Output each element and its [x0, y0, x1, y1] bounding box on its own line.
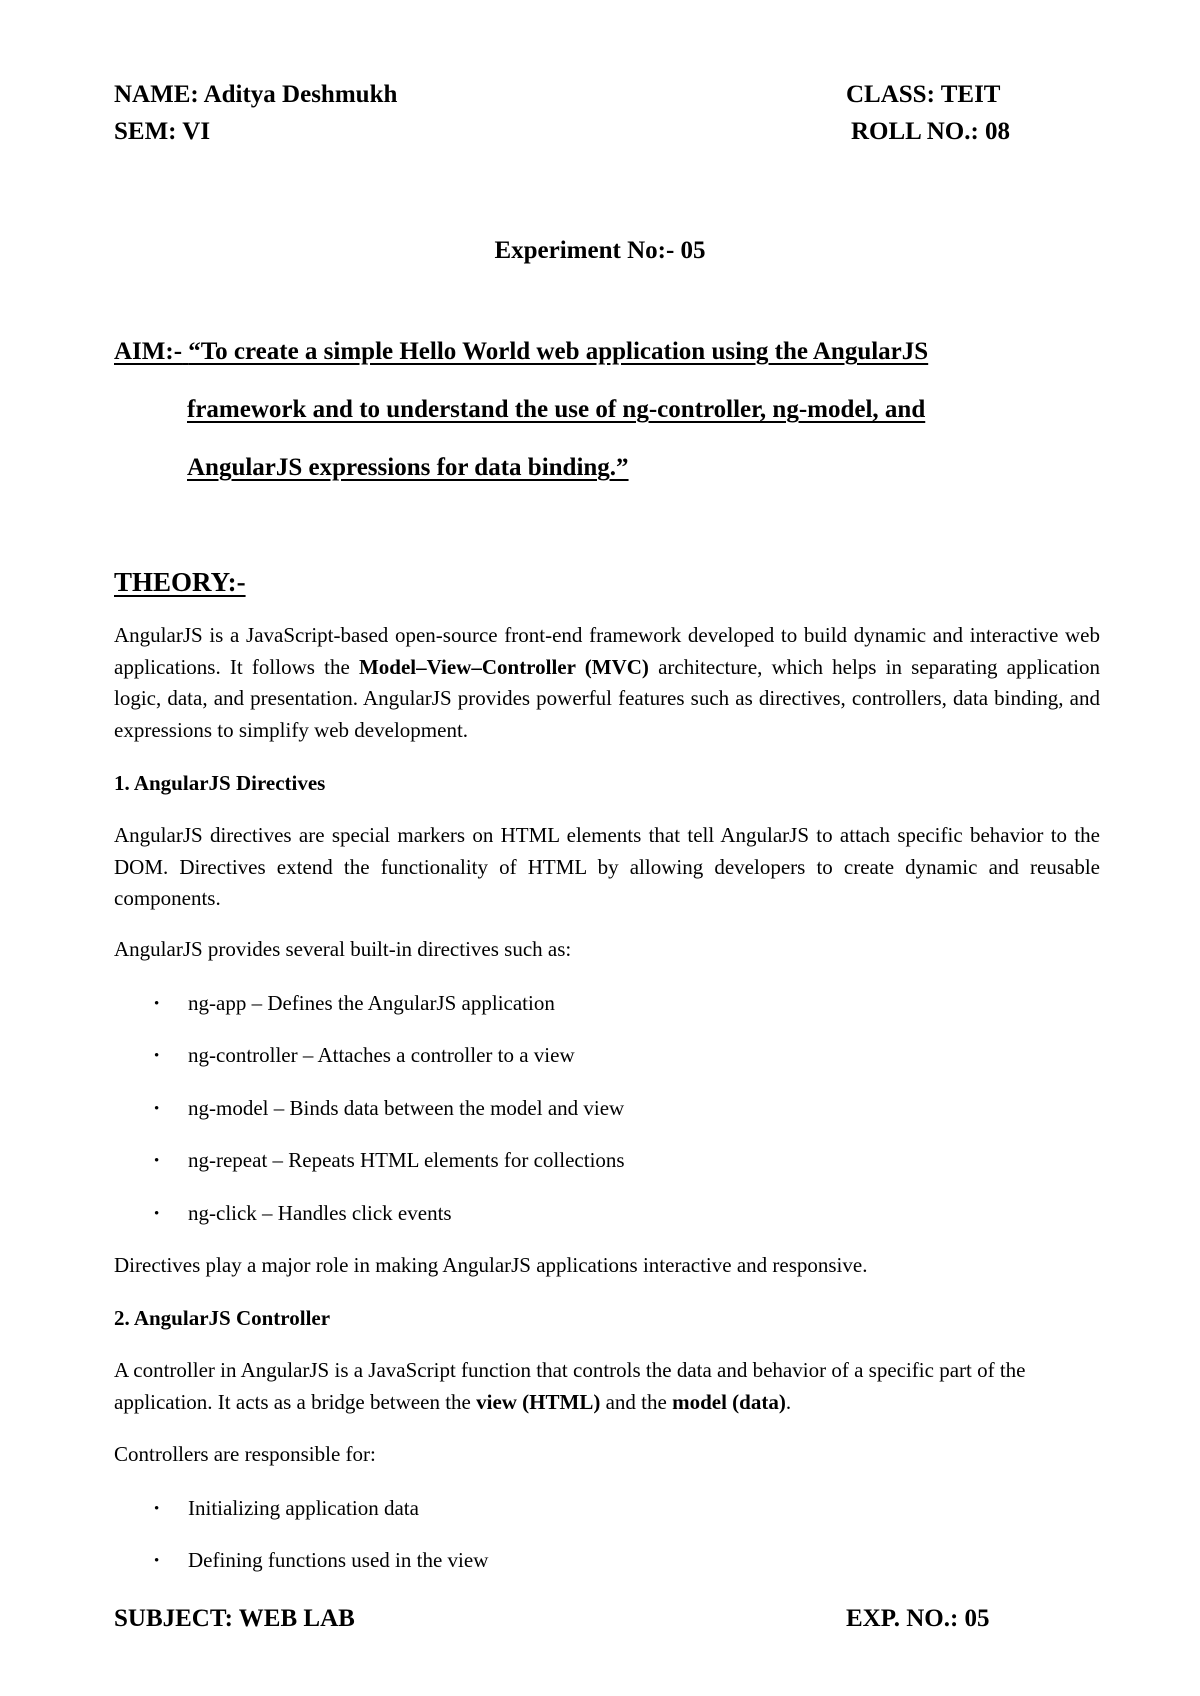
experiment-title: Experiment No:- 05: [494, 237, 706, 264]
aim-label: AIM:-: [114, 338, 183, 365]
bullet-icon: •: [154, 1553, 160, 1569]
roll-number: ROLL NO.: 08: [851, 118, 1011, 145]
list-item-text: ng-repeat – Repeats HTML elements for collections: [188, 1148, 625, 1172]
list-item: [154, 1199, 452, 1228]
list-item-text: Initializing application data: [188, 1496, 419, 1520]
mvc-term: Model–View–Controller (MVC): [358, 654, 649, 679]
aim-text-line-1: “To create a simple Hello World web application using the AngularJS: [188, 338, 929, 365]
theory-intro-paragraph: [114, 620, 1100, 746]
theory-heading: THEORY:-: [114, 567, 246, 597]
student-name: NAME: Aditya Deshmukh: [114, 81, 398, 108]
bullet-icon: •: [154, 1501, 160, 1517]
bullet-icon: •: [154, 1048, 160, 1064]
list-item: [154, 1146, 625, 1175]
aim-text-line-2: framework and to understand the use of ng-controller, ng-model, and: [187, 396, 926, 423]
controller-paragraph-2: Controllers are responsible for:: [114, 1442, 376, 1466]
list-item-text: ng-model – Binds data between the model and view: [188, 1096, 625, 1120]
list-item: [154, 1094, 624, 1123]
directives-paragraph-1: AngularJS directives are special markers on HTML elements that tell AngularJS to attach specific behavior to the DOM. Directives extend the functionality of HTML by allowing developers to create dynamic and reusable components.: [114, 823, 1100, 910]
bullet-icon: •: [154, 1101, 160, 1117]
list-item: [154, 1494, 419, 1523]
aim-text-line-3: AngularJS expressions for data binding.”: [187, 454, 629, 481]
footer-subject: SUBJECT: WEB LAB: [114, 1605, 355, 1632]
intro-text-end: architecture, which helps in separating application logic, data, and presentation. AngularJS provides powerful features such as directives, controllers, data binding, and expressions to simplify web development.: [114, 654, 1100, 742]
list-item: [154, 989, 555, 1018]
list-item: [154, 1041, 575, 1070]
controller-text-end: .: [785, 1389, 792, 1414]
view-term: view (HTML): [476, 1389, 601, 1414]
bullet-icon: •: [154, 1153, 160, 1169]
section-controller-heading: 2. AngularJS Controller: [114, 1306, 331, 1330]
model-term: model (data): [672, 1389, 786, 1414]
class-label: CLASS: TEIT: [846, 81, 1001, 108]
semester-label: SEM: VI: [114, 118, 211, 145]
footer-experiment-number: EXP. NO.: 05: [846, 1605, 990, 1632]
section-directives-heading: 1. AngularJS Directives: [114, 771, 326, 795]
controller-text-start: A controller in AngularJS is a JavaScript function that controls the data and behavior of a specific part of the application. It acts as a bridge between the: [114, 1358, 1026, 1414]
bullet-icon: •: [154, 996, 160, 1012]
directives-paragraph-3: Directives play a major role in making AngularJS applications interactive and responsive.: [114, 1253, 868, 1277]
bullet-icon: •: [154, 1206, 160, 1222]
directives-paragraph-2: AngularJS provides several built-in directives such as:: [114, 937, 572, 961]
aim-line-1: [114, 338, 928, 366]
list-item-text: ng-controller – Attaches a controller to a view: [188, 1043, 575, 1067]
controller-paragraph-1: [114, 1355, 1100, 1418]
list-item-text: ng-app – Defines the AngularJS application: [188, 991, 555, 1015]
list-item-text: Defining functions used in the view: [188, 1548, 489, 1572]
list-item-text: ng-click – Handles click events: [188, 1201, 452, 1225]
list-item: [154, 1546, 488, 1575]
intro-text-start: AngularJS is a JavaScript-based open-source front-end framework developed to build dynamic and interactive web applications. It follows the: [114, 623, 1100, 679]
controller-text-mid: and the: [600, 1389, 673, 1414]
